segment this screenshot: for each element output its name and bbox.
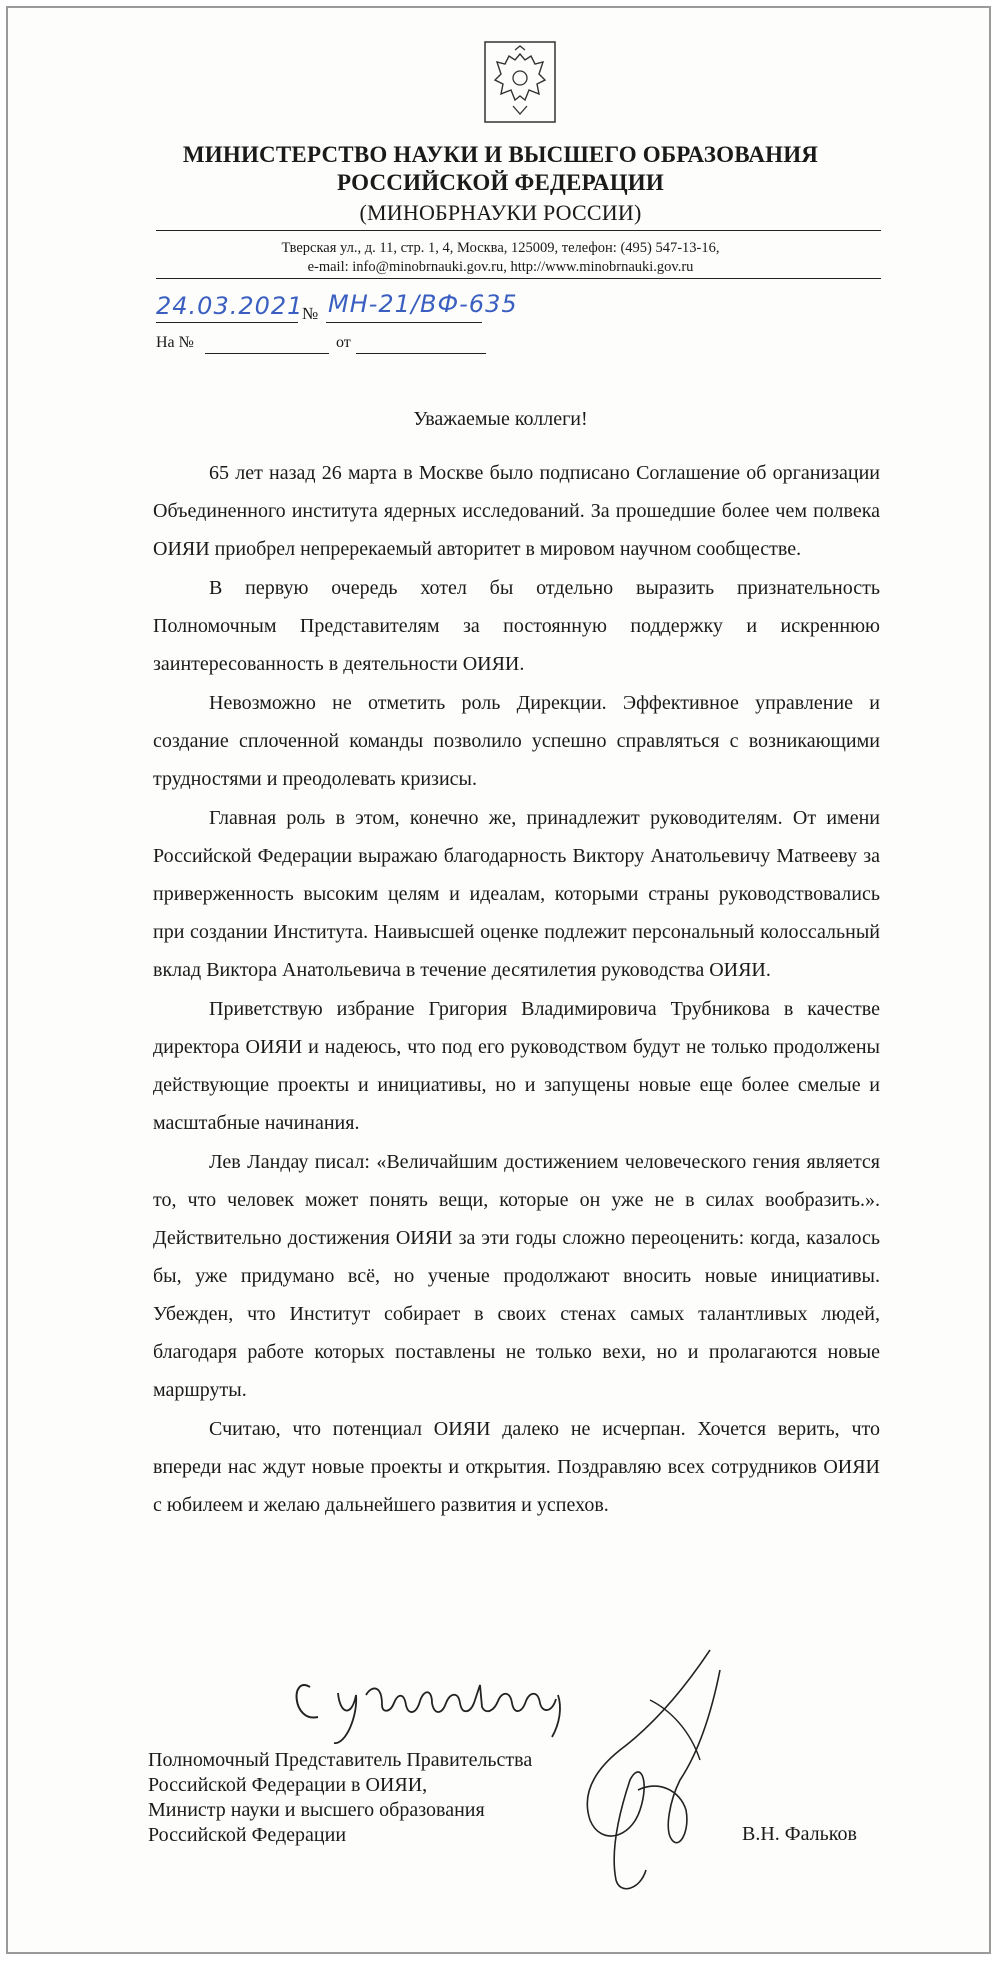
paragraph: Приветствую избрание Григория Владимировича Трубникова в качестве директора ОИЯИ и надеюсь, что под его руководством будут не только продолжены действующие проекты и инициативы, но и запущены новые еще более смелые и масштабные начинания. (153, 998, 880, 1134)
position-line: Российской Федерации в ОИЯИ, (148, 1774, 428, 1796)
position-line: Министр науки и высшего образования (148, 1799, 485, 1821)
letter-greeting: Уважаемые коллеги! (413, 408, 588, 430)
address-line-1: Тверская ул., д. 11, стр. 1, 4, Москва, 125009, телефон: (495) 547-13-16, (281, 240, 720, 256)
signature-mark (540, 1640, 790, 1910)
reply-from-label: от (336, 334, 351, 351)
number-underline (326, 322, 482, 323)
date-underline (156, 322, 298, 323)
number-sign: № (302, 304, 319, 323)
registration-date: 24.03.2021 (156, 292, 304, 320)
reply-date-blank (356, 353, 486, 354)
position-line: Российской Федерации (148, 1824, 347, 1846)
signatory-position (148, 1748, 532, 1848)
letter-body (153, 454, 880, 1524)
paragraph: Главная роль в этом, конечно же, принадлежит руководителям. От имени Российской Федерации выражаю благодарность Виктору Анатольевичу Матвееву за приверженность высоким целям и идеалам, которыми страны руководствовались при создании Института. Наивысшей оценке подлежит персональный колоссальный вклад Виктора Анатольевича в течение десятилетия руководства ОИЯИ. (153, 807, 880, 981)
paragraph: Считаю, что потенциал ОИЯИ далеко не исчерпан. Хочется верить, что впереди нас ждут новые проекты и открытия. Поздравляю всех сотрудников ОИЯИ с юбилеем и желаю дальнейшего развития и успехов. (153, 1418, 880, 1516)
coat-of-arms-emblem (483, 40, 557, 124)
paragraph: В первую очередь хотел бы отдельно выразить признательность Полномочным Представителям за постоянную поддержку и искреннюю заинтересованность в деятельности ОИЯИ. (153, 577, 880, 675)
registration-number: МН-21/ВФ-635 (328, 290, 518, 318)
header-divider-bottom (156, 278, 881, 279)
header-divider-top (156, 230, 881, 231)
paragraph: Невозможно не отметить роль Дирекции. Эффективное управление и создание сплоченной команды позволило успешно справляться с возникающими трудностями и преодолевать кризисы. (153, 692, 880, 790)
signatory-name: В.Н. Фальков (742, 1823, 857, 1845)
paragraph: Лев Ландау писал: «Величайшим достижением человеческого гения является то, что человек может понять вещи, которые он уже не в силах вообразить.». Действительно достижения ОИЯИ за эти годы сложно переоценить: когда, казалось бы, уже придумано всё, но ученые продолжают вносить новые инициативы. Убежден, что Институт собирает в своих стенах самых талантливых людей, благодаря работе которых поставлены не только вехи, но и пролагаются новые маршруты. (153, 1151, 880, 1401)
position-line: Полномочный Представитель Правительства (148, 1749, 533, 1771)
reply-number-label: На № (156, 334, 194, 351)
reply-number-blank (205, 353, 329, 354)
ministry-name-line1: МИНИСТЕРСТВО НАУКИ И ВЫСШЕГО ОБРАЗОВАНИЯ (182, 142, 819, 167)
ministry-short-name: (МИНОБРНАУКИ РОССИИ) (359, 200, 642, 225)
paragraph: 65 лет назад 26 марта в Москве было подписано Соглашение об организации Объединенного института ядерных исследований. За прошедшие более чем полвека ОИЯИ приобрел непререкаемый авторитет в мировом научном сообществе. (153, 462, 880, 560)
address-line-2: e-mail: info@minobrnauki.gov.ru, http://www.minobrnauki.gov.ru (307, 259, 694, 275)
ministry-name-line2: РОССИЙСКОЙ ФЕДЕРАЦИИ (337, 170, 664, 195)
